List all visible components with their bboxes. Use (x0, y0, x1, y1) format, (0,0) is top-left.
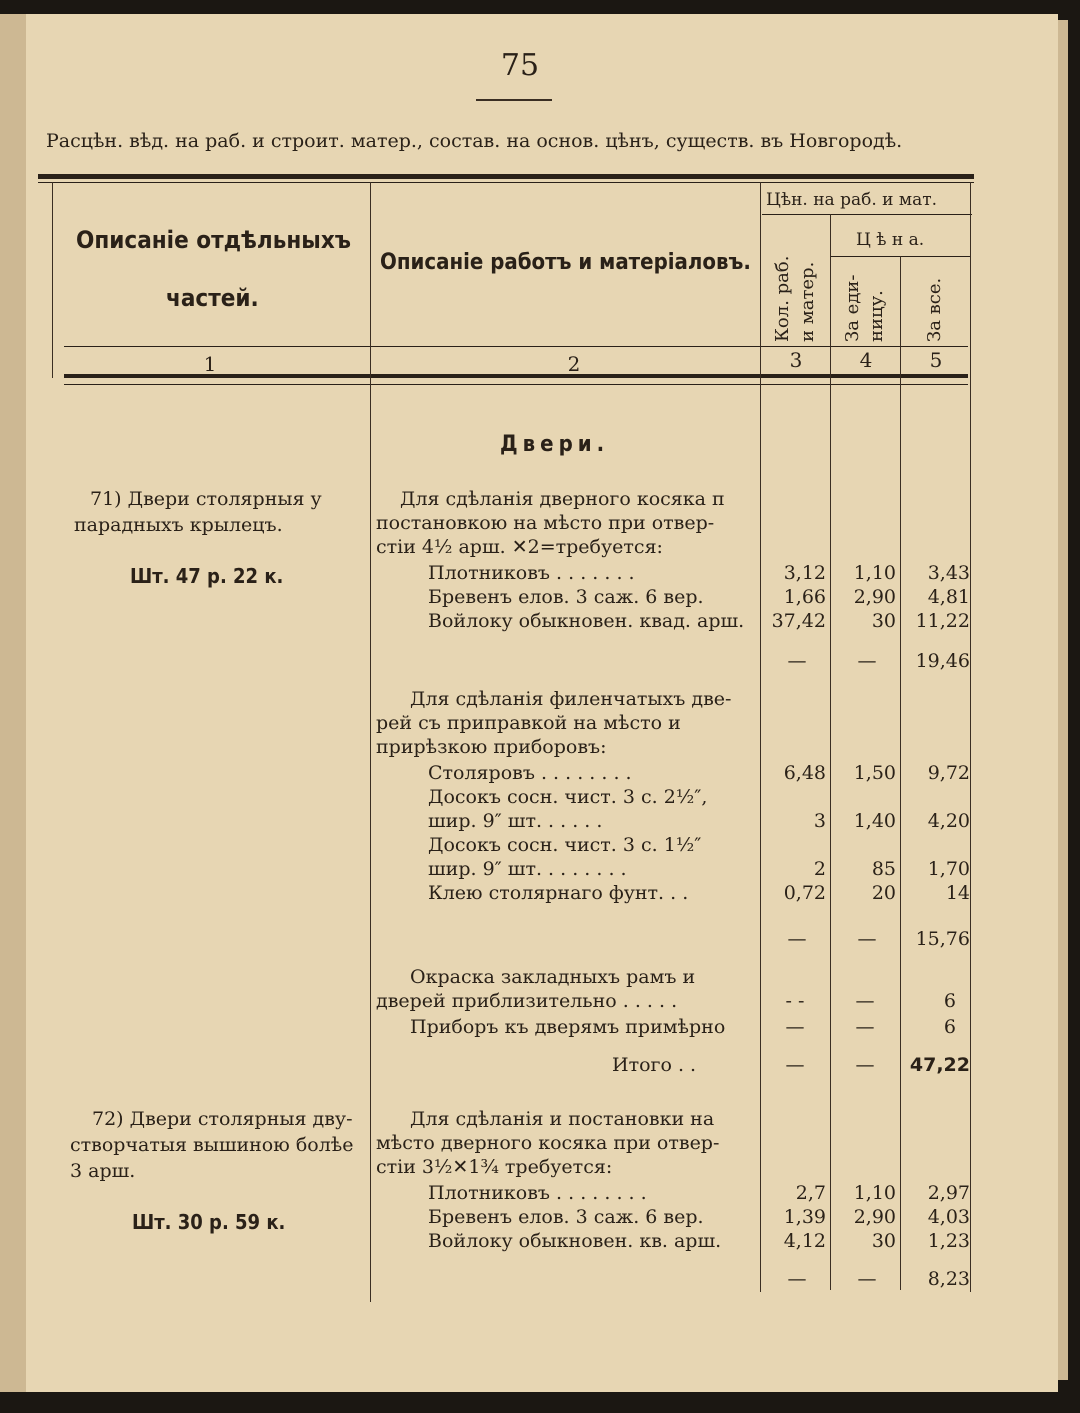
header-col4-line1: За еди- (842, 274, 863, 342)
item-71-p1-row-name: Бревенъ елов. 3 саж. 6 вер. (428, 586, 704, 608)
item-72-title-line3: 3 арш. (70, 1160, 136, 1182)
left-page-edge (0, 14, 26, 1392)
colnum-1: 1 (203, 352, 217, 376)
item-71-p2-row-total: 9,72 (927, 762, 970, 784)
item-71-total-qty: — (785, 1054, 805, 1076)
item-72-p1-row-total: 2,97 (927, 1182, 970, 1204)
item-72-p1-row-name: Войлоку обыкновен. кв. арш. (428, 1230, 722, 1252)
item-71-p1-subtotal-qty: — (787, 650, 807, 672)
item-72-p1-row-name: Бревенъ елов. 3 саж. 6 вер. (428, 1206, 704, 1228)
colnum-3: 3 (789, 348, 803, 372)
item-71-p1-line2: постановкою на мѣсто при отвер- (376, 512, 715, 534)
item-71-p2-row-name: Клею столярнаго фунт. . . (428, 882, 689, 904)
item-71-p2-subtotal-total: 15,76 (915, 928, 970, 950)
item-71-p2-row-qty: 2 (813, 858, 826, 880)
item-71-p1-subtotal-total: 19,46 (915, 650, 970, 672)
item-72-p1-row-qty: 1,39 (783, 1206, 826, 1228)
item-72-p1-row-total: 1,23 (927, 1230, 970, 1252)
table-top-rule (38, 174, 974, 179)
running-title: Расцѣн. вѣд. на раб. и строит. матер., состав. на основ. цѣнъ, существ. въ Новгородѣ. (46, 130, 903, 152)
col-divider-left (52, 182, 53, 378)
item-71-p1-line3: стіи 4½ арш. ✕2=требуется: (376, 536, 663, 558)
col-divider-4 (900, 256, 901, 1290)
colnum-4: 4 (859, 348, 873, 372)
group-rule (762, 214, 972, 215)
item-71-p1-row-unit: 1,10 (853, 562, 896, 584)
header-col5: За все. (924, 277, 945, 342)
header-bottom-rule-thin (64, 384, 968, 385)
item-72-p1-row-qty: 2,7 (795, 1182, 826, 1204)
item-71-p2-row-unit: 1,50 (853, 762, 896, 784)
item-72-p1-row-name: Плотниковъ . . . . . . . . (428, 1182, 647, 1204)
right-page-edge (1058, 20, 1068, 1380)
item-71-p2-row-qty: 0,72 (783, 882, 826, 904)
item-71-p1-row-qty: 3,12 (783, 562, 826, 584)
item-72-p1-row-unit: 30 (871, 1230, 896, 1252)
item-71-p4-unit: — (855, 1016, 875, 1038)
item-71-p2-row-name: Досокъ сосн. чист. 3 с. 2½″, (428, 786, 708, 808)
item-71-p2-row-total: 1,70 (927, 858, 970, 880)
header-col3-line1: Кол. раб. (772, 255, 793, 342)
header-col1-line2: частей. (166, 284, 259, 312)
item-71-p1-row-total: 11,22 (915, 610, 970, 632)
item-71-price: Шт. 47 р. 22 к. (130, 564, 284, 588)
item-72-p1-row-qty: 4,12 (783, 1230, 826, 1252)
header-col3-line2: и матер. (797, 261, 818, 342)
item-72-p1-subtotal-qty: — (787, 1268, 807, 1290)
item-71-total: 47,22 (909, 1054, 970, 1076)
item-71-p4: Приборъ къ дверямъ примѣрно (410, 1016, 726, 1038)
item-71-p2-row-qty: 6,48 (783, 762, 826, 784)
item-71-p2-line1: Для сдѣланія филенчатыхъ две- (410, 688, 732, 710)
colnum-5: 5 (929, 348, 943, 372)
page-number-underline (476, 99, 552, 101)
item-72-p1-line1: Для сдѣланія и постановки на (410, 1108, 715, 1130)
page-number: 75 (500, 48, 540, 83)
header-group-top: Цѣн. на раб. и мат. (766, 190, 938, 210)
header-col2: Описаніе работъ и матеріаловъ. (380, 250, 751, 275)
col-divider-1 (370, 182, 371, 1302)
item-71-p4-total: 6 (943, 1016, 956, 1038)
col-divider-2 (760, 182, 761, 1292)
section-title: Двери. (500, 432, 610, 457)
item-72-title-line1: 72) Двери столярныя дву- (92, 1108, 353, 1130)
item-71-total-label: Итого . . (612, 1054, 697, 1076)
item-71-p2-subtotal-qty: — (787, 928, 807, 950)
item-72-price: Шт. 30 р. 59 к. (132, 1210, 286, 1234)
item-72-p1-subtotal-total: 8,23 (927, 1268, 970, 1290)
item-72-p1-row-unit: 2,90 (853, 1206, 896, 1228)
colnum-rule (64, 346, 968, 347)
header-price-group: Ц ѣ н а. (856, 230, 925, 250)
item-71-title-line1: 71) Двери столярныя у (90, 488, 322, 510)
item-71-p1-row-unit: 2,90 (853, 586, 896, 608)
item-71-p1-row-qty: 37,42 (771, 610, 826, 632)
item-71-p1-subtotal-unit: — (857, 650, 877, 672)
item-71-p3-qty: - - (785, 990, 805, 1012)
table-top-rule-thin (38, 182, 974, 183)
item-71-p3-line2: дверей приблизительно . . . . . (376, 990, 678, 1012)
item-72-p1-subtotal-unit: — (857, 1268, 877, 1290)
item-71-p2-row-name: шир. 9″ шт. . . . . . . . (428, 858, 627, 880)
item-72-p1-row-unit: 1,10 (853, 1182, 896, 1204)
item-71-title-line2: парадныхъ крылецъ. (74, 514, 283, 536)
item-71-p2-subtotal-unit: — (857, 928, 877, 950)
item-71-p1-row-name: Войлоку обыкновен. квад. арш. (428, 610, 745, 632)
item-71-p2-row-unit: 20 (871, 882, 896, 904)
item-71-p2-line3: прирѣзкою приборовъ: (376, 736, 607, 758)
item-71-p2-row-unit: 85 (871, 858, 896, 880)
item-72-title-line2: створчатыя вышиною болѣе (70, 1134, 354, 1156)
item-71-p3-line1: Окраска закладныхъ рамъ и (410, 966, 696, 988)
item-71-p2-row-name: Досокъ сосн. чист. 3 с. 1½″ (428, 834, 702, 856)
item-71-p1-row-total: 3,43 (927, 562, 970, 584)
item-71-p4-qty: — (785, 1016, 805, 1038)
item-71-p1-row-unit: 30 (871, 610, 896, 632)
item-71-p2-row-total: 4,20 (927, 810, 970, 832)
item-71-p2-line2: рей съ приправкой на мѣсто и (376, 712, 681, 734)
col-divider-3 (830, 214, 831, 1290)
col-divider-right (970, 182, 971, 1292)
item-71-p1-row-qty: 1,66 (783, 586, 826, 608)
item-71-p1-row-name: Плотниковъ . . . . . . . (428, 562, 635, 584)
item-71-p2-row-unit: 1,40 (853, 810, 896, 832)
header-col1-line1: Описаніе отдѣльныхъ (76, 226, 351, 254)
item-71-p2-row-total: 14 (945, 882, 970, 904)
item-71-p2-row-qty: 3 (813, 810, 826, 832)
item-72-p1-line2: мѣсто дверного косяка при отвер- (376, 1132, 720, 1154)
item-71-total-unit: — (855, 1054, 875, 1076)
item-71-p2-row-name: шир. 9″ шт. . . . . . (428, 810, 603, 832)
item-71-p1-line1: Для сдѣланія дверного косяка п (400, 488, 725, 510)
item-71-p1-row-total: 4,81 (927, 586, 970, 608)
colnum-2: 2 (567, 352, 581, 376)
item-71-p2-row-name: Столяровъ . . . . . . . . (428, 762, 632, 784)
item-72-p1-line3: стіи 3½✕1¾ требуется: (376, 1156, 613, 1178)
header-col4-line2: ницу. (866, 290, 887, 342)
item-71-p3-unit: — (855, 990, 875, 1012)
item-71-p3-total: 6 (943, 990, 956, 1012)
item-72-p1-row-total: 4,03 (927, 1206, 970, 1228)
